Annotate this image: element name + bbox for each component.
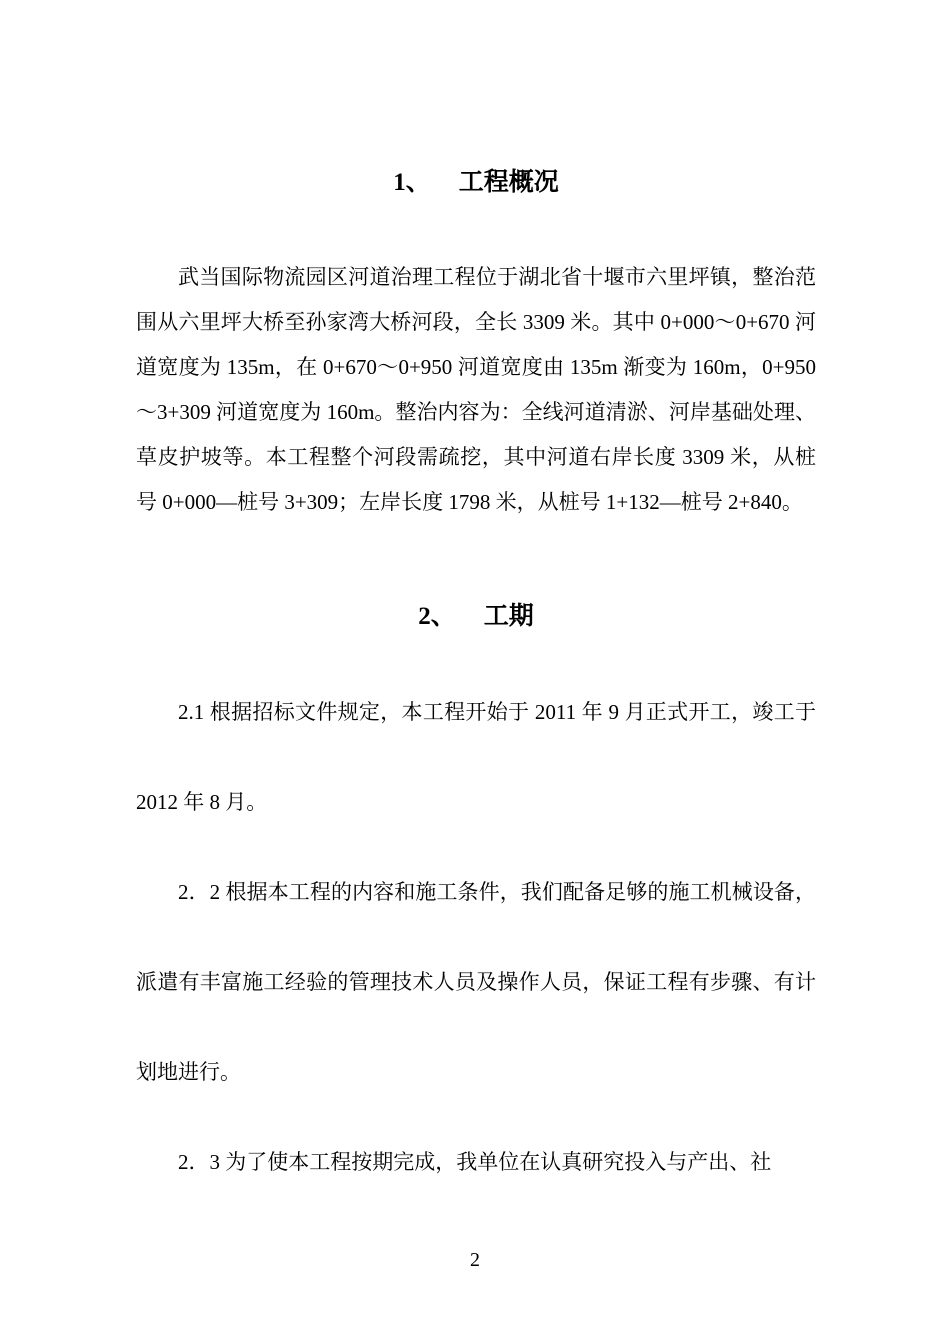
section-1-paragraph: 武当国际物流园区河道治理工程位于湖北省十堰市六里坪镇，整治范围从六里坪大桥至孙家湾大桥河段，全长 3309 米。其中 0+000～0+670 河道宽度为 135m，在 0+670～0+950 河道宽度由 135m 渐变为 160m，0+950～3+309 河道宽度为 160m。整治内容为：全线河道清淤、河岸基础处理、草皮护坡等。本工程整个河段需疏挖，其中河道右岸长度 3309 米，从桩号 0+000—桩号 3+309；左岸长度 1798 米，从桩号 1+132—桩号 2+840。	[136, 265, 816, 514]
section-2-heading-number: 2、	[418, 603, 456, 630]
section-1-heading	[136, 166, 816, 200]
document-content	[0, 166, 950, 1207]
section-1-heading-number: 1、	[393, 169, 431, 196]
section-2-paragraph-2-1: 2.1 根据招标文件规定，本工程开始于 2011 年 9 月正式开工，竣工于 2012 年 8 月。	[136, 700, 816, 814]
section-2-paragraph-2-3: 2．3 为了使本工程按期完成，我单位在认真研究投入与产出、社	[178, 1150, 772, 1174]
section-2-heading	[136, 600, 816, 634]
page-number: 2	[470, 1249, 480, 1271]
section-2-paragraph-2-2: 2．2 根据本工程的内容和施工条件，我们配备足够的施工机械设备，派遣有丰富施工经验的管理技术人员及操作人员，保证工程有步骤、有计划地进行。	[136, 880, 816, 1084]
section-1-heading-title: 工程概况	[458, 169, 559, 196]
section-2-heading-title: 工期	[483, 603, 534, 630]
